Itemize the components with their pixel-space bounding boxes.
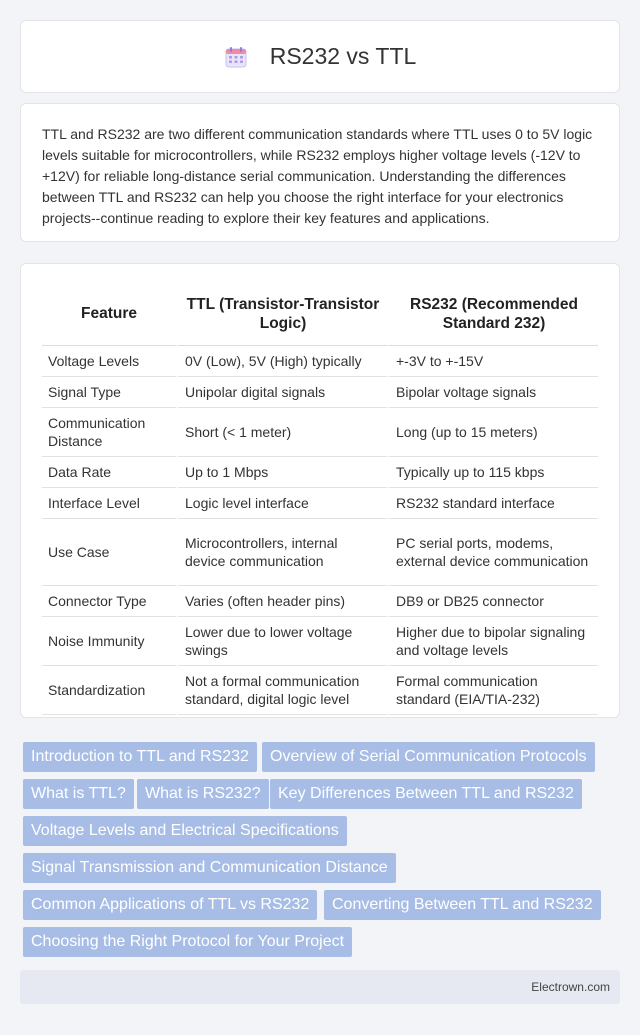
table-cell: RS232 standard interface [387,488,598,519]
table-cell: Standardization [42,666,176,715]
table-cell: Not a formal communication standard, digital logic level [176,666,387,715]
table-row [42,586,598,617]
table-cell: Use Case [42,519,176,586]
tag-voltage-levels[interactable]: Voltage Levels and Electrical Specifications [23,816,347,846]
table-cell: Short (< 1 meter) [176,408,387,457]
table-cell: +-3V to +-15V [387,346,598,377]
table-cell: Connector Type [42,586,176,617]
column-header-feature: Feature [42,282,176,346]
tag-key-differences[interactable]: Key Differences Between TTL and RS232 [270,779,582,809]
table-cell: Up to 1 Mbps [176,457,387,488]
table-cell: PC serial ports, modems, external device communication [387,519,598,586]
table-row [42,519,598,586]
tag-what-is-rs232[interactable]: What is RS232? [137,779,269,809]
table-cell: Unipolar digital signals [176,377,387,408]
table-row [42,666,598,715]
table-cell: Communication Distance [42,408,176,457]
table-row [42,488,598,519]
column-header-rs232: RS232 (Recommended Standard 232) [387,282,598,346]
table-cell: Logic level interface [176,488,387,519]
table-cell: Long (up to 15 meters) [387,408,598,457]
table-row [42,457,598,488]
calendar-icon [224,45,248,69]
tag-signal-transmission[interactable]: Signal Transmission and Communication Distance [23,853,396,883]
table-cell: Higher due to bipolar signaling and voltage levels [387,617,598,666]
table-cell: Microcontrollers, internal device communication [176,519,387,586]
table-cell: Signal Type [42,377,176,408]
table-cell: DB9 or DB25 connector [387,586,598,617]
tag-what-is-ttl[interactable]: What is TTL? [23,779,134,809]
table-cell: 0V (Low), 5V (High) typically [176,346,387,377]
tag-introduction[interactable]: Introduction to TTL and RS232 [23,742,257,772]
column-header-ttl: TTL (Transistor-Transistor Logic) [176,282,387,346]
header-card [20,20,620,93]
intro-card [20,103,620,242]
tag-overview-serial-protocols[interactable]: Overview of Serial Communication Protocols [262,742,595,772]
table-cell: Formal communication standard (EIA/TIA-232) [387,666,598,715]
table-cell: Interface Level [42,488,176,519]
table-cell: Voltage Levels [42,346,176,377]
table-cell: Varies (often header pins) [176,586,387,617]
table-row [42,377,598,408]
page-title: RS232 vs TTL [269,43,417,69]
table-cell: Noise Immunity [42,617,176,666]
tag-converting[interactable]: Converting Between TTL and RS232 [324,890,601,920]
table-cell: Typically up to 115 kbps [387,457,598,488]
tag-choosing-protocol[interactable]: Choosing the Right Protocol for Your Project [23,927,352,957]
intro-paragraph: TTL and RS232 are two different communication standards where TTL uses 0 to 5V logic levels suitable for microcontrollers, while RS232 employs higher voltage levels (-12V to +12V) for reliable long-distance serial communication. Understanding the differences between TTL and RS232 can help you choose the right interface for your electronics projects--continue reading to explore their key features and applications. [42,126,593,226]
table-cell: Lower due to lower voltage swings [176,617,387,666]
tag-common-applications[interactable]: Common Applications of TTL vs RS232 [23,890,317,920]
footer [20,970,620,1004]
comparison-table [42,282,598,715]
comparison-table-card [20,263,620,718]
table-row [42,408,598,457]
table-row [42,346,598,377]
table-cell: Data Rate [42,457,176,488]
table-header-row [42,282,598,346]
footer-site-name: Electrown.com [531,980,610,994]
table-row [42,617,598,666]
table-cell: Bipolar voltage signals [387,377,598,408]
